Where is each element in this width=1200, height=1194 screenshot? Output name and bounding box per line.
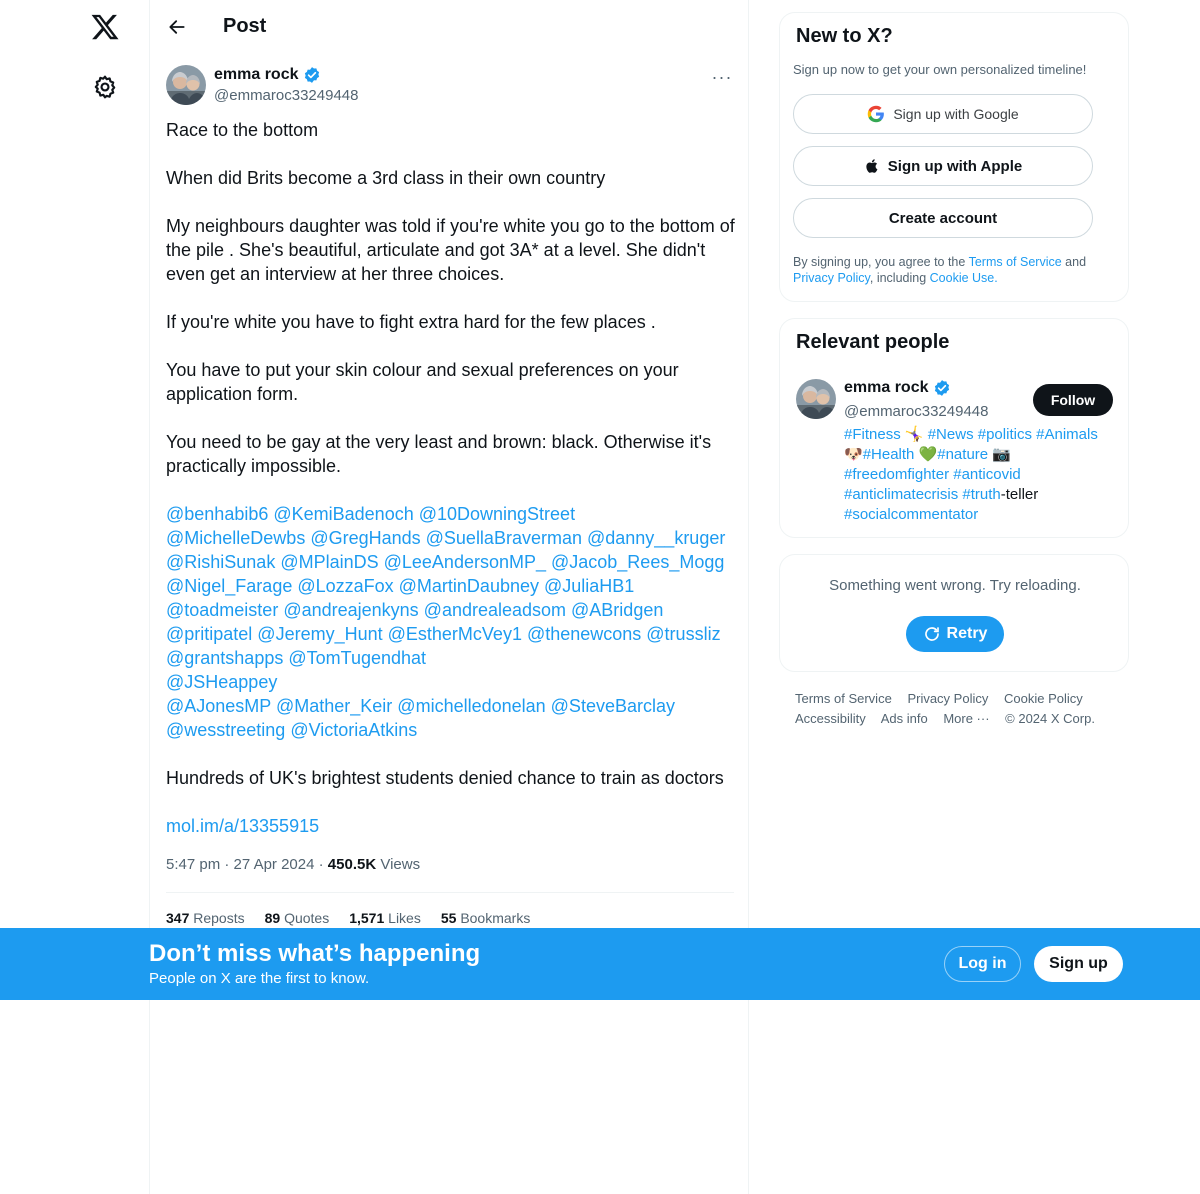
hashtag[interactable]: #anticlimatecrisis xyxy=(844,486,959,503)
post-stats xyxy=(166,910,530,926)
post-closing: Hundreds of UK's brightest students denied chance to train as doctors xyxy=(166,768,724,788)
bio-text: 🤸‍♀️ xyxy=(900,426,928,443)
person-handle[interactable]: @emmaroc33249448 xyxy=(844,403,989,420)
mention-line[interactable]: @toadmeister @andreajenkyns @andrealeadsom @ABridgen xyxy=(166,600,664,620)
divider xyxy=(166,892,734,893)
signup-legal xyxy=(793,254,1113,286)
verified-badge-icon xyxy=(303,66,321,84)
bio-text: 📷 xyxy=(988,446,1011,463)
bio-text: 🐶 xyxy=(844,446,863,463)
hashtag[interactable]: #politics xyxy=(977,426,1032,443)
mention-line[interactable]: @grantshapps @TomTugendhat xyxy=(166,648,427,668)
post-paragraph: Race to the bottom xyxy=(166,120,319,140)
footer-copyright: © 2024 X Corp. xyxy=(1005,711,1095,726)
person-name[interactable] xyxy=(844,379,951,397)
gear-icon[interactable] xyxy=(92,74,118,100)
hashtag[interactable]: #nature xyxy=(937,446,989,463)
mention-line[interactable]: @RishiSunak @MPlainDS @LeeAndersonMP_ @Jacob_Rees_Mogg xyxy=(166,552,725,572)
mention-line[interactable]: @benhabib6 @KemiBadenoch @10DowningStreet xyxy=(166,504,576,524)
hashtag[interactable]: #Animals xyxy=(1036,426,1098,443)
legal-text: and xyxy=(1061,255,1087,269)
mention-line[interactable]: @Nigel_Farage @LozzaFox @MartinDaubney @JuliaHB1 xyxy=(166,576,635,596)
hashtag[interactable]: #Fitness xyxy=(844,426,901,443)
post-paragraph: You have to put your skin colour and sexual preferences on your application form. xyxy=(166,360,679,404)
page-title: Post xyxy=(223,15,267,37)
google-icon xyxy=(867,105,885,123)
mentions-block xyxy=(166,502,736,742)
login-button[interactable]: Log in xyxy=(944,946,1021,982)
footer-links xyxy=(795,689,1115,729)
google-signup-button[interactable] xyxy=(793,94,1093,134)
author-name-text: emma rock xyxy=(214,66,299,83)
apple-signup-button[interactable] xyxy=(793,146,1093,186)
person-bio xyxy=(844,425,1116,525)
banner-title: Don’t miss what’s happening xyxy=(149,940,481,967)
google-signup-label: Sign up with Google xyxy=(893,106,1019,122)
meta-dot: · xyxy=(318,856,328,873)
signup-banner xyxy=(0,928,1200,1000)
author-handle[interactable]: @emmaroc33249448 xyxy=(214,87,359,104)
hashtag[interactable]: #Health xyxy=(862,446,915,463)
cookie-link[interactable]: Cookie Use. xyxy=(929,271,998,285)
avatar[interactable] xyxy=(166,65,206,105)
bio-text: 💚 xyxy=(914,446,938,463)
retry-label: Retry xyxy=(946,625,988,642)
banner-subtitle: People on X are the first to know. xyxy=(149,970,370,987)
footer-privacy[interactable]: Privacy Policy xyxy=(907,691,989,706)
x-logo-icon[interactable] xyxy=(90,12,120,42)
footer-terms[interactable]: Terms of Service xyxy=(795,691,892,706)
apple-signup-label: Sign up with Apple xyxy=(887,157,1023,175)
likes-stat[interactable]: 1,571 Likes xyxy=(349,910,421,926)
more-icon[interactable]: ··· xyxy=(711,67,733,87)
post-date[interactable]: 27 Apr 2024 xyxy=(233,856,315,873)
relevant-people-title: Relevant people xyxy=(796,331,950,353)
mention-line[interactable]: @pritipatel @Jeremy_Hunt @EstherMcVey1 @thenewcons @trussliz xyxy=(166,624,721,644)
mention-line[interactable]: @AJonesMP @Mather_Keir @michelledonelan @SteveBarclay xyxy=(166,696,675,716)
error-card xyxy=(779,554,1129,672)
post-paragraph: You need to be gay at the very least and brown: black. Otherwise it's practically impossible. xyxy=(166,432,712,476)
new-to-x-subtitle: Sign up now to get your own personalized timeline! xyxy=(793,62,1087,77)
back-button[interactable] xyxy=(164,14,190,40)
follow-button[interactable]: Follow xyxy=(1033,384,1113,416)
quotes-stat[interactable]: 89 Quotes xyxy=(264,910,330,926)
reposts-stat[interactable]: 347 Reposts xyxy=(166,910,245,926)
refresh-icon xyxy=(923,625,941,643)
terms-link[interactable]: Terms of Service xyxy=(968,255,1062,269)
post-meta xyxy=(166,856,420,873)
create-account-label: Create account xyxy=(888,209,998,227)
post-author xyxy=(166,65,734,107)
views-label: Views xyxy=(380,856,421,873)
hashtag[interactable]: #News xyxy=(927,426,974,443)
post-paragraph: My neighbours daughter was told if you're white you go to the bottom of the pile . She's beautiful, articulate and got 3A* at a level. She didn't even get an interview at her three choices. xyxy=(166,216,735,284)
avatar[interactable] xyxy=(796,379,836,419)
legal-text: By signing up, you agree to the xyxy=(793,255,969,269)
mention-line[interactable]: @wesstreeting @VictoriaAtkins xyxy=(166,720,418,740)
hashtag[interactable]: #truth xyxy=(962,486,1001,503)
post-paragraph: When did Brits become a 3rd class in their own country xyxy=(166,168,606,188)
retry-button[interactable] xyxy=(906,616,1004,652)
post-text xyxy=(166,118,736,862)
post-time[interactable]: 5:47 pm xyxy=(166,856,221,873)
legal-text: , including xyxy=(869,271,930,285)
new-to-x-card xyxy=(779,12,1129,302)
views-count: 450.5K xyxy=(327,856,377,873)
left-rail xyxy=(0,0,150,1194)
hashtag[interactable]: #anticovid xyxy=(953,466,1021,483)
footer-cookie[interactable]: Cookie Policy xyxy=(1003,691,1083,706)
person-name-text: emma rock xyxy=(844,379,929,396)
top-bar xyxy=(150,0,750,53)
footer-more[interactable]: More ··· xyxy=(943,711,990,726)
main-column xyxy=(149,0,749,1194)
post-paragraph: If you're white you have to fight extra hard for the few places . xyxy=(166,312,656,332)
new-to-x-title: New to X? xyxy=(796,25,893,47)
author-name[interactable] xyxy=(214,66,321,84)
apple-icon xyxy=(864,157,880,175)
footer-accessibility[interactable]: Accessibility xyxy=(795,711,866,726)
verified-badge-icon xyxy=(933,379,951,397)
meta-dot: · xyxy=(224,856,234,873)
hashtag[interactable]: #socialcommentator xyxy=(844,506,979,523)
create-account-button[interactable] xyxy=(793,198,1093,238)
relevant-people-card xyxy=(779,318,1129,538)
bio-text: -teller xyxy=(1000,486,1039,503)
mention-line[interactable]: @MichelleDewbs @GregHands @SuellaBraverman @danny__kruger xyxy=(166,528,726,548)
signup-button[interactable]: Sign up xyxy=(1034,946,1123,982)
mention-line[interactable]: @JSHeappey xyxy=(166,672,278,692)
post-link[interactable]: mol.im/a/13355915 xyxy=(166,816,320,836)
error-message: Something went wrong. Try reloading. xyxy=(829,577,1081,594)
footer-ads[interactable]: Ads info xyxy=(880,711,928,726)
privacy-link[interactable]: Privacy Policy xyxy=(793,271,870,285)
back-arrow-icon xyxy=(167,17,187,37)
hashtag[interactable]: #freedomfighter xyxy=(844,466,950,483)
bookmarks-stat[interactable]: 55 Bookmarks xyxy=(440,910,531,926)
